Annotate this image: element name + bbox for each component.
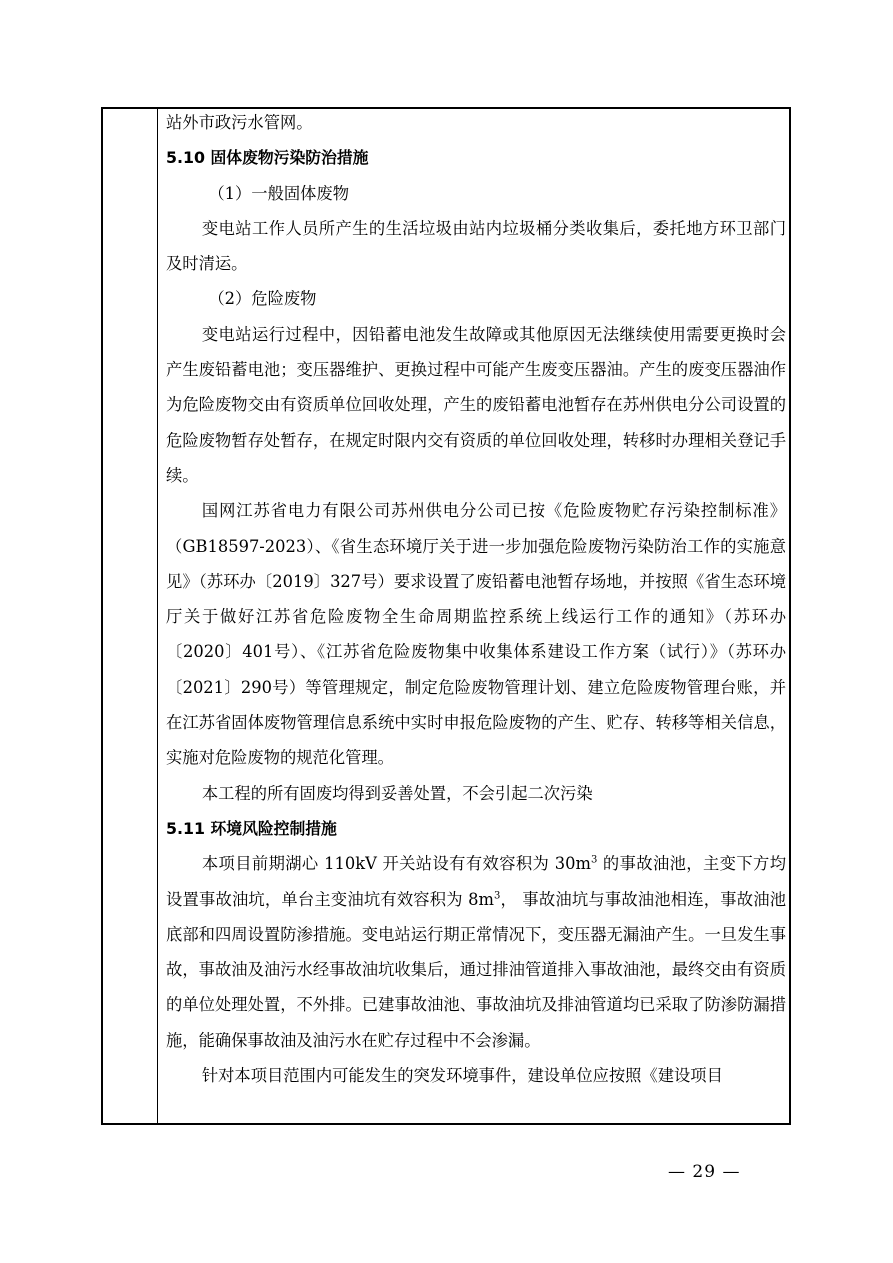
page-number: — 29 —: [668, 1162, 741, 1182]
table-cell-content: [166, 105, 786, 1093]
table-column-divider: [157, 107, 158, 1125]
paragraph: 国网江苏省电力有限公司苏州供电分公司已按《危险废物贮存污染控制标准》（GB18597-2023）、《省生态环境厅关于进一步加强危险废物污染防治工作的实施意见》（苏环办〔2019〕327号）要求设置了废铅蓄电池暂存场地，并按照《省生态环境厅关于做好江苏省危险废物全生命周期监控系统上线运行工作的通知》（苏环办〔2020〕401号）、《江苏省危险废物集中收集体系建设工作方案（试行）》（苏环办〔2021〕290号）等管理规定，制定危险废物管理计划、建立危险废物管理台账，并在江苏省固体废物管理信息系统中实时申报危险废物的产生、贮存、转移等相关信息，实施对危险废物的规范化管理。: [166, 501, 786, 768]
paragraph: 针对本项目范围内可能发生的突发环境事件，建设单位应按照《建设项目: [201, 1066, 723, 1086]
subheading: （2）危险废物: [208, 289, 317, 309]
paragraph: 本工程的所有固废均得到妥善处置，不会引起二次污染: [201, 783, 593, 803]
paragraph-part: 的事故油池，主变下方均设置事故油坑，单台主变油坑有效容积为 8m: [166, 854, 786, 909]
superscript: 3: [493, 890, 501, 902]
paragraph-part: ， 事故油坑与事故油池相连，事故油池底部和四周设置防渗措施。变电站运行期正常情况下，变压器无漏油产生。一旦发生事故，事故油及油污水经事故油坑收集后，通过排油管道排入事故油池，最终交由有资质的单位处理处置，不外排。已建事故油池、事故油坑及排油管道均已采取了防渗防漏措施，能确保事故油及油污水在贮存过程中不会渗漏。: [166, 889, 786, 1050]
paragraph: [166, 846, 786, 1058]
section-heading: 5.11 环境风险控制措施: [166, 818, 337, 838]
section-heading: 5.10 固体废物污染防治措施: [166, 148, 369, 168]
paragraph: 变电站运行过程中，因铅蓄电池发生故障或其他原因无法继续使用需要更换时会产生废铅蓄电池；变压器维护、更换过程中可能产生废变压器油。产生的废变压器油作为危险废物交由有资质单位回收处理，产生的废铅蓄电池暂存在苏州供电分公司设置的危险废物暂存处暂存，在规定时限内交有资质的单位回收处理，转移时办理相关登记手续。: [166, 324, 786, 485]
text-line: 站外市政污水管网。: [166, 113, 313, 132]
paragraph: 变电站工作人员所产生的生活垃圾由站内垃圾桶分类收集后，委托地方环卫部门及时清运。: [166, 218, 786, 274]
paragraph-part: 本项目前期湖心 110kV 开关站设有有效容积为 30m: [201, 854, 591, 874]
superscript: 3: [590, 854, 598, 866]
subheading: （1）一般固体废物: [208, 183, 349, 203]
